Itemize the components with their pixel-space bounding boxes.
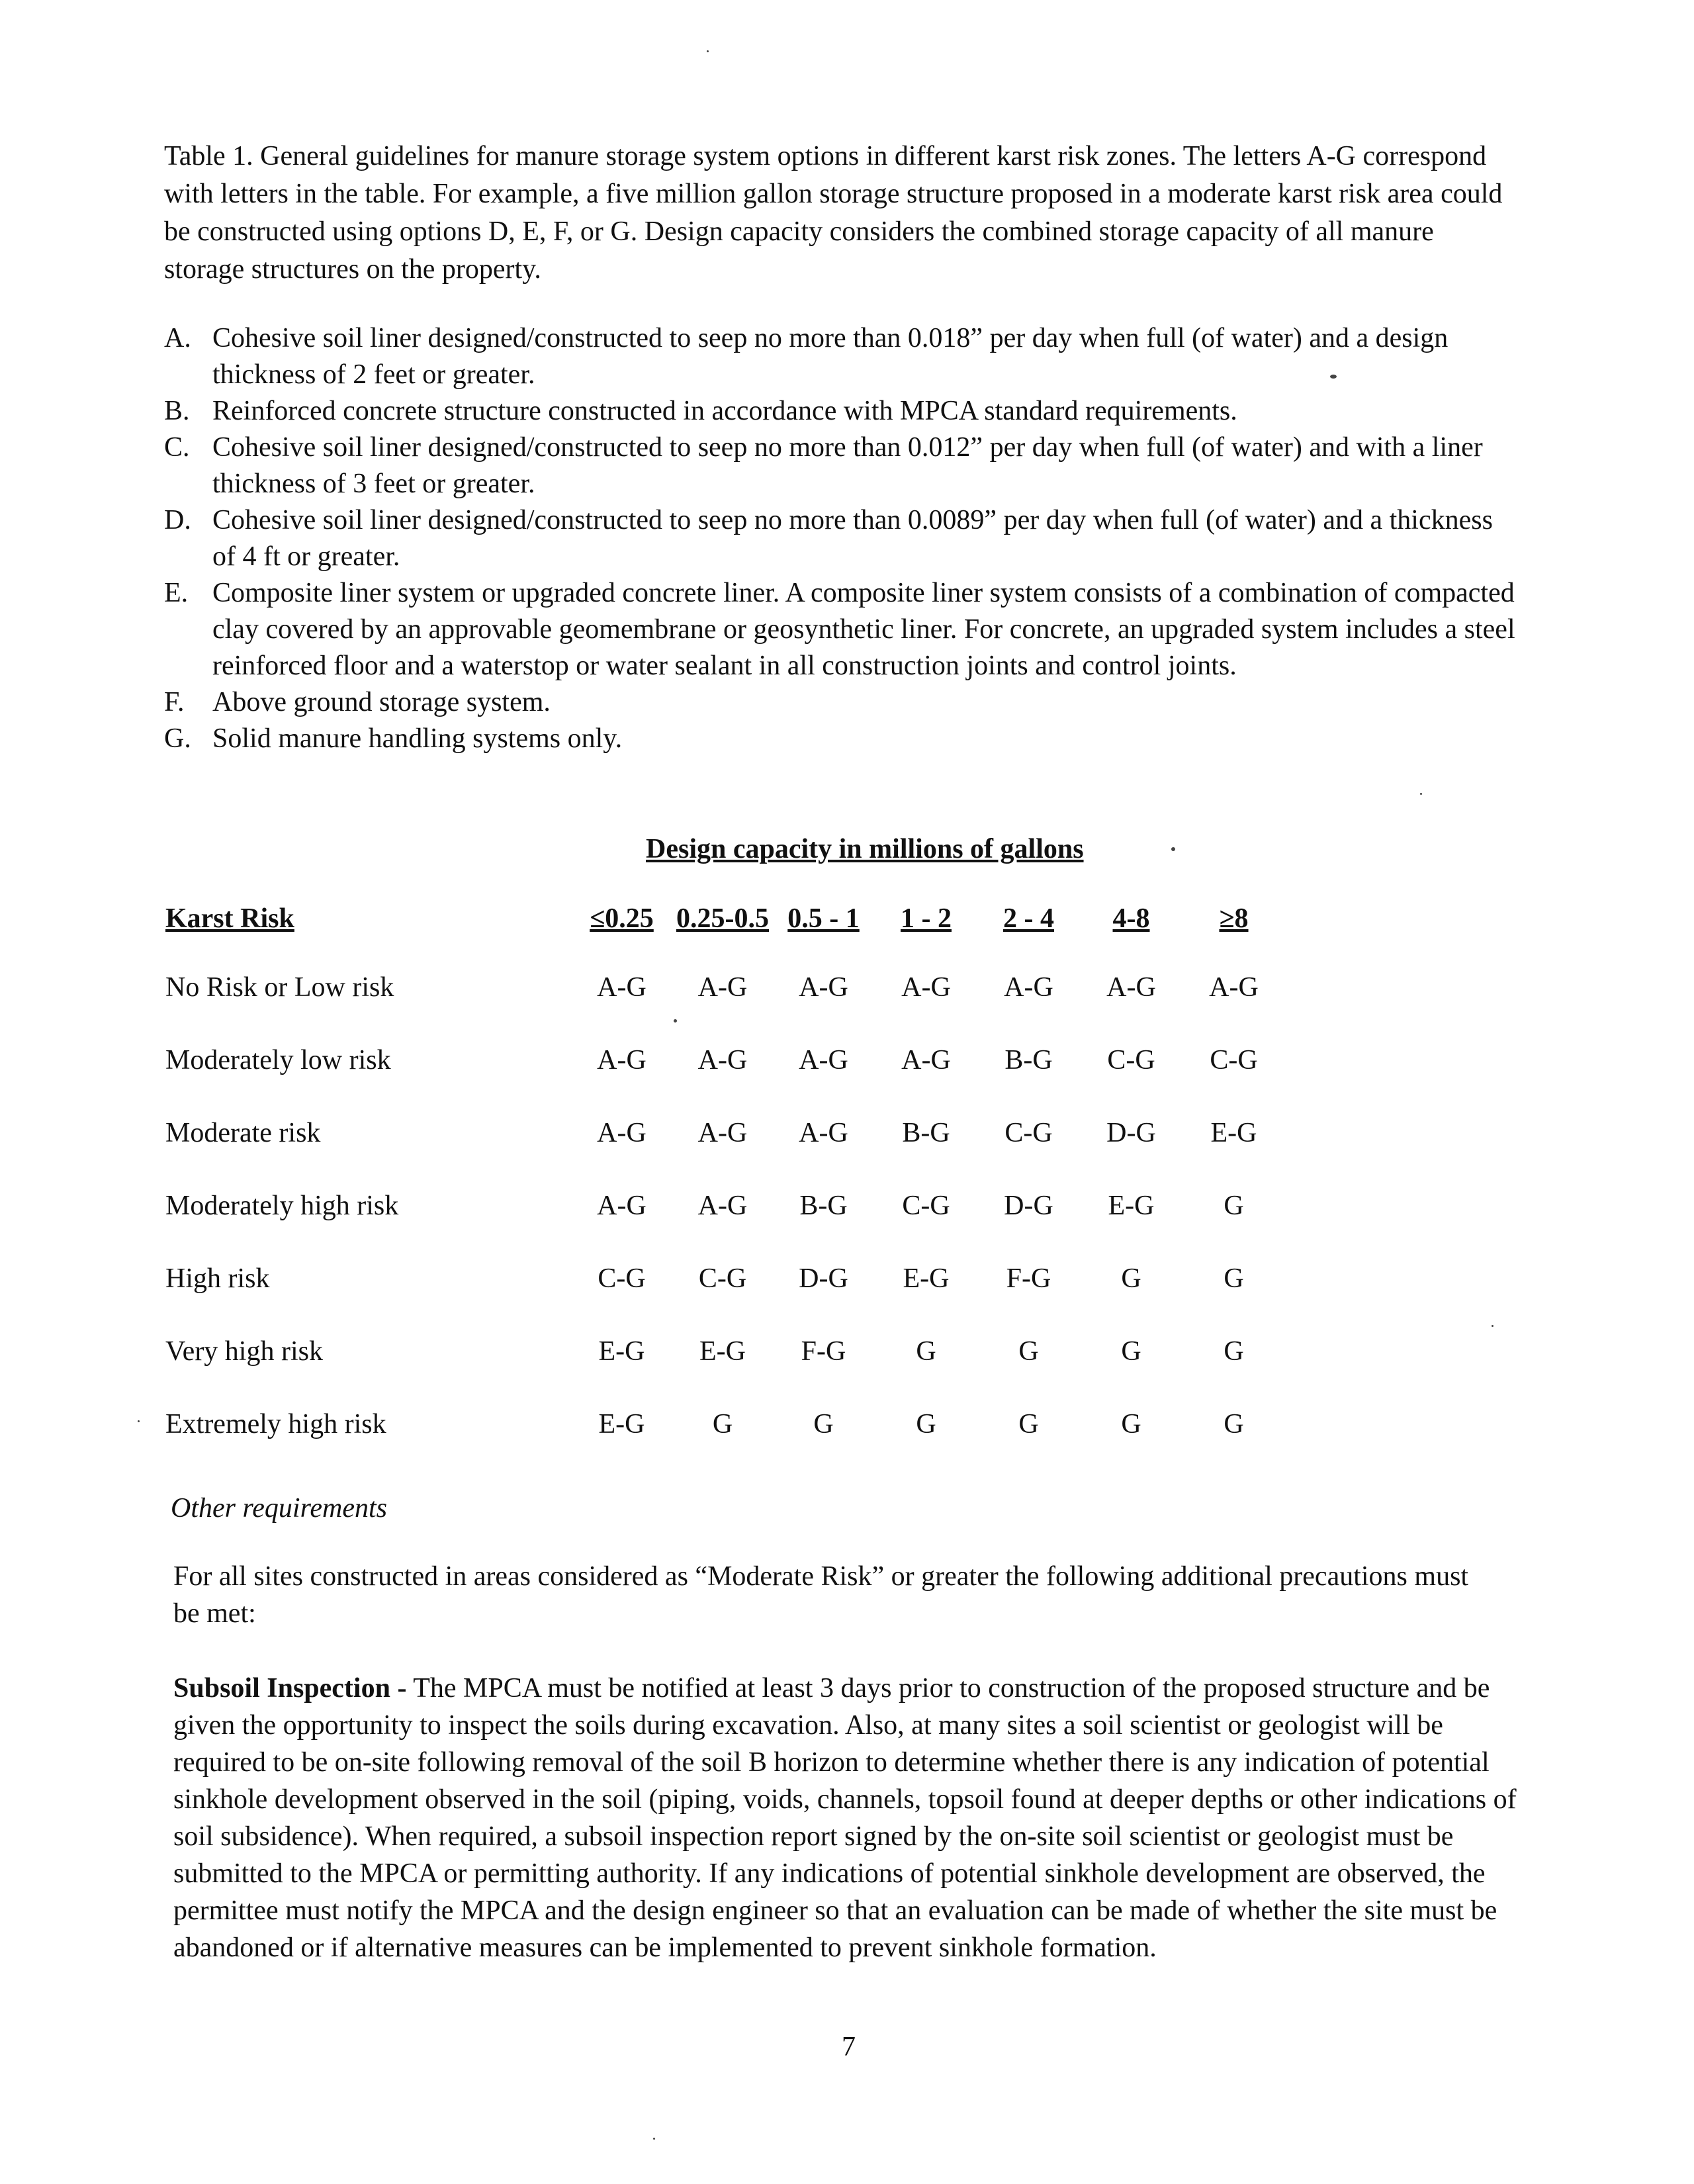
table-cell: E-G	[598, 1336, 645, 1367]
option-text: Above ground storage system.	[212, 687, 551, 717]
table-cell: C-G	[1107, 1045, 1155, 1075]
table-cell: A-G	[1209, 972, 1259, 1003]
table-header-row	[165, 901, 1285, 970]
table-cell: A-G	[597, 1045, 646, 1075]
scan-speck	[1330, 375, 1337, 379]
risk-label: High risk	[165, 1263, 270, 1294]
column-header: 2 - 4	[1003, 903, 1054, 934]
option-text: Composite liner system or upgraded concrete liner. A composite liner system consists of a combination of compacted clay covered by an approvable geomembrane or geosynthetic liner. For concrete, an upgraded system includes a steel reinforced floor and a waterstop or water sealant in all construction joints and control joints.	[212, 578, 1515, 681]
option-text: Solid manure handling systems only.	[212, 723, 623, 754]
karst-risk-header: Karst Risk	[165, 903, 294, 934]
table-cell: D-G	[1106, 1118, 1156, 1148]
table-cell: B-G	[1004, 1045, 1053, 1075]
option-text: Cohesive soil liner designed/constructed to seep no more than 0.0089” per day when full (of water) and a thickness of 4 ft or greater.	[212, 505, 1493, 572]
risk-label: No Risk or Low risk	[165, 972, 394, 1003]
table-cell: G	[1121, 1336, 1141, 1367]
scan-speck	[1171, 847, 1175, 851]
table-cell: E-G	[699, 1336, 746, 1367]
table-cell: A-G	[799, 1118, 848, 1148]
table-cell: A-G	[697, 1045, 748, 1075]
table-cell: F-G	[801, 1336, 846, 1367]
option-item-d	[164, 502, 1521, 575]
column-header: 4-8	[1112, 903, 1150, 934]
table-cell: F-G	[1006, 1263, 1051, 1294]
table-row	[165, 1261, 1285, 1334]
table-row	[165, 1334, 1285, 1407]
option-letter: G.	[164, 723, 191, 754]
storage-options-list	[164, 320, 1521, 757]
option-letter: E.	[164, 578, 189, 608]
table-cell: C-G	[902, 1191, 950, 1221]
subsoil-inspection-text: The MPCA must be notified at least 3 days prior to construction of the proposed structure and be given the opportunity to inspect the soils during excavation. Also, at many sites a soil scientist or geologist will be required to be on-site following removal of the soil B horizon to determine whether there is any indication of potential sinkhole development observed in the soil (piping, voids, channels, topsoil found at deeper depths or other indications of soil subsidence). When required, a subsoil inspection report signed by the on-site soil scientist or geologist must be submitted to the MPCA or permitting authority. If any indications of potential sinkhole development are observed, the permittee must notify the MPCA and the design engineer so that an evaluation can be made of whether the site must be abandoned or if alternative measures can be implemented to prevent sinkhole formation.	[173, 1673, 1517, 1963]
table-cell: G	[1018, 1336, 1039, 1367]
table-cell: C-G	[698, 1263, 747, 1294]
risk-label: Very high risk	[165, 1336, 323, 1367]
option-text: Cohesive soil liner designed/constructed to seep no more than 0.012” per day when full (of water) and with a liner thickness of 3 feet or greater.	[212, 432, 1483, 499]
risk-label: Moderately low risk	[165, 1045, 391, 1075]
table-caption: Table 1. General guidelines for manure storage system options in different karst risk zones. The letters A-G correspond with letters in the table. For example, a five million gallon storage structure proposed in a moderate karst risk area could be constructed using options D, E, F, or G. Design capacity considers the combined storage capacity of all manure storage structures on the property.	[164, 141, 1503, 285]
option-item-g	[164, 721, 1521, 757]
option-letter: F.	[164, 687, 185, 717]
table-cell: A-G	[901, 1045, 951, 1075]
table-cell: C-G	[1004, 1118, 1053, 1148]
scan-speck	[674, 1019, 677, 1023]
option-text: Cohesive soil liner designed/constructed to seep no more than 0.018” per day when full (of water) and a design thickness of 2 feet or greater.	[212, 323, 1449, 390]
table-cell: G	[712, 1409, 733, 1439]
option-letter: A.	[164, 323, 191, 353]
table-row	[165, 1116, 1285, 1189]
table-cell: A-G	[697, 972, 748, 1003]
scan-speck	[707, 50, 709, 52]
table-cell: A-G	[697, 1118, 748, 1148]
option-item-a	[164, 320, 1521, 393]
table-cell: A-G	[799, 1045, 848, 1075]
table-cell: E-G	[903, 1263, 950, 1294]
table-cell: G	[1018, 1409, 1039, 1439]
table-cell: C-G	[1210, 1045, 1258, 1075]
option-letter: D.	[164, 505, 191, 535]
risk-label: Moderately high risk	[165, 1191, 399, 1221]
scan-speck	[653, 2138, 655, 2140]
table-cell: G	[1224, 1191, 1244, 1221]
scan-speck	[138, 1420, 140, 1422]
table-row	[165, 1407, 1285, 1480]
option-text: Reinforced concrete structure constructed in accordance with MPCA standard requirements.	[212, 396, 1237, 426]
column-header: ≤0.25	[590, 903, 654, 934]
table-row	[165, 970, 1285, 1043]
option-letter: C.	[164, 432, 190, 463]
table-cell: G	[916, 1409, 936, 1439]
page-number: 7	[842, 2032, 856, 2062]
option-letter: B.	[164, 396, 190, 426]
table-cell: G	[1224, 1336, 1244, 1367]
other-requirements-heading: Other requirements	[171, 1493, 387, 1524]
risk-label: Moderate risk	[165, 1118, 321, 1148]
table-cell: A-G	[597, 1191, 646, 1221]
option-item-f	[164, 684, 1521, 721]
scan-speck	[1420, 793, 1422, 795]
subsoil-inspection-heading: Subsoil Inspection -	[173, 1673, 407, 1704]
table-cell: G	[1121, 1263, 1141, 1294]
table-cell: E-G	[1108, 1191, 1155, 1221]
table-cell: B-G	[902, 1118, 950, 1148]
table-cell: B-G	[799, 1191, 848, 1221]
table-cell: A-G	[697, 1191, 748, 1221]
column-header: ≥8	[1219, 903, 1249, 934]
subsoil-inspection-paragraph	[173, 1670, 1519, 1966]
table-cell: G	[1224, 1263, 1244, 1294]
scan-speck	[1492, 1325, 1493, 1327]
table-cell: A-G	[799, 972, 848, 1003]
table-cell: A-G	[901, 972, 951, 1003]
table-cell: G	[1224, 1409, 1244, 1439]
table-row	[165, 1043, 1285, 1116]
column-header: 0.25-0.5	[676, 903, 769, 934]
table-cell: D-G	[1004, 1191, 1053, 1221]
table-cell: A-G	[1004, 972, 1053, 1003]
option-item-c	[164, 430, 1521, 502]
table-row	[165, 1189, 1285, 1261]
option-item-e	[164, 575, 1521, 684]
risk-label: Extremely high risk	[165, 1409, 386, 1439]
karst-risk-table	[165, 901, 1285, 1480]
table-cell: G	[1121, 1409, 1141, 1439]
table-cell: A-G	[597, 972, 646, 1003]
precautions-paragraph: For all sites constructed in areas considered as “Moderate Risk” or greater the following additional precautions must be met:	[173, 1561, 1469, 1629]
table-cell: A-G	[597, 1118, 646, 1148]
design-capacity-heading: Design capacity in millions of gallons	[646, 834, 1084, 864]
option-item-b	[164, 393, 1521, 430]
table-cell: E-G	[598, 1409, 645, 1439]
table-cell: G	[916, 1336, 936, 1367]
table-cell: G	[813, 1409, 834, 1439]
column-header: 1 - 2	[901, 903, 952, 934]
table-cell: D-G	[799, 1263, 848, 1294]
column-header: 0.5 - 1	[787, 903, 860, 934]
table-cell: E-G	[1210, 1118, 1257, 1148]
table-cell: C-G	[598, 1263, 646, 1294]
table-cell: A-G	[1106, 972, 1156, 1003]
